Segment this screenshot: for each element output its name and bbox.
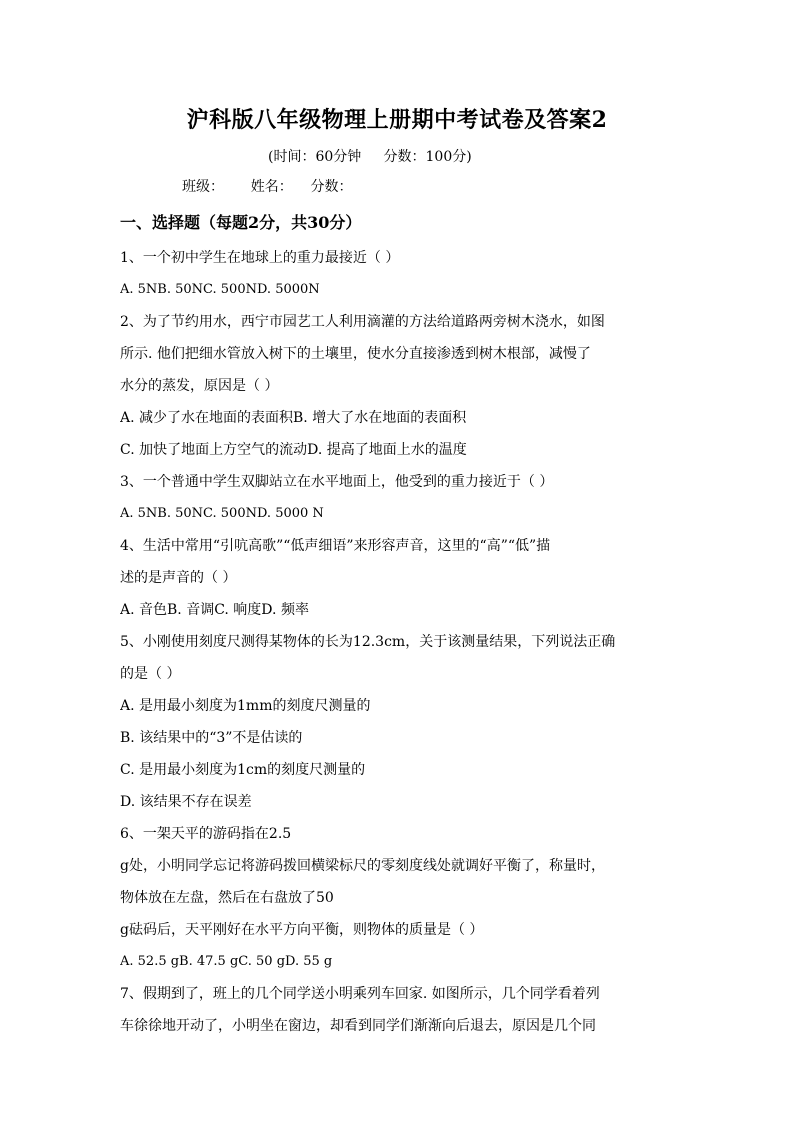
answer-option: D. 该结果不存在误差 [120,794,252,810]
question-text: 车徐徐地开动了，小明坐在窗边，却看到同学们渐渐向后退去，原因是几个同 [120,1018,596,1034]
answer-option: B. 该结果中的“3”不是估读的 [120,730,303,746]
section-heading: 一、选择题（每题2分，共30分） [120,213,362,232]
question-text: 的是（ ） [120,666,181,682]
answer-options: A. 52.5 gB. 47.5 gC. 50 gD. 55 g [120,954,333,969]
answer-options: A. 音色B. 音调C. 响度D. 频率 [120,602,309,618]
question-text: 述的是声音的（ ） [120,570,237,586]
answer-option: A. 是用最小刻度为1mm的刻度尺测量的 [120,698,371,714]
exam-time-score: (时间：60分钟 分数：100分) [268,149,472,165]
question-text: 物体放在左盘，然后在右盘放了50 [120,890,334,906]
question-text: 所示. 他们把细水管放入树下的土壤里，使水分直接渗透到树木根部，减慢了 [120,346,591,362]
question-text: 1、一个初中学生在地球上的重力最接近（ ） [120,250,400,266]
answer-option: C. 是用最小刻度为1cm的刻度尺测量的 [120,762,366,778]
answer-options: C. 加快了地面上方空气的流动D. 提高了地面上水的温度 [120,442,467,458]
question-text: g处，小明同学忘记将游码拨回横梁标尺的零刻度线处就调好平衡了，称量时， [120,858,605,874]
question-text: 7、假期到了，班上的几个同学送小明乘列车回家. 如图所示，几个同学看着列 [120,986,600,1002]
question-text: 水分的蒸发，原因是（ ） [120,378,279,394]
student-info-line: 班级： 姓名： 分数： [182,179,353,195]
question-text: 4、生活中常用“引吭高歌”“低声细语”来形容声音，这里的“高”“低”描 [120,538,551,554]
question-text: 3、一个普通中学生双脚站立在水平地面上，他受到的重力接近于（ ） [120,474,554,490]
answer-options: A. 5NB. 50NC. 500ND. 5000N [120,282,320,297]
question-text: 2、为了节约用水，西宁市园艺工人利用滴灌的方法给道路两旁树木浇水，如图 [120,314,605,330]
answer-options: A. 减少了水在地面的表面积B. 增大了水在地面的表面积 [120,410,467,426]
question-text: 5、小刚使用刻度尺测得某物体的长为12.3cm，关于该测量结果，下列说法正确 [120,634,616,650]
page-title: 沪科版八年级物理上册期中考试卷及答案2 [186,107,608,133]
question-text: 6、一架天平的游码指在2.5 [120,826,292,842]
answer-options: A. 5NB. 50NC. 500ND. 5000 N [120,506,324,521]
question-text: g砝码后，天平刚好在水平方向平衡，则物体的质量是（ ） [120,922,484,938]
question-list [120,242,680,1042]
